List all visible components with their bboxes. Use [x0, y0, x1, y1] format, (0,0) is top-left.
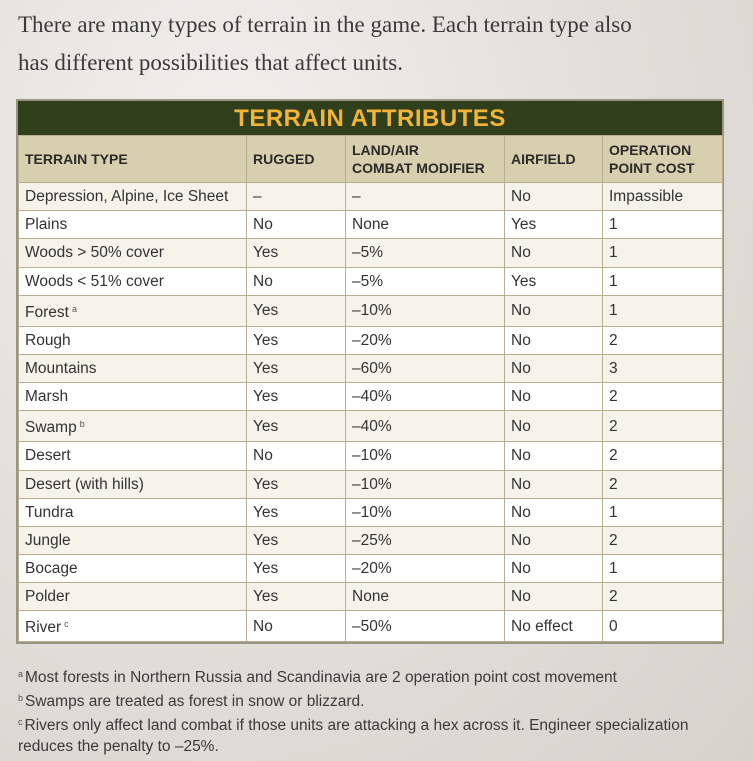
cell-op-cost-text: 1 [609, 503, 618, 521]
cell-combat-modifier-text: –20% [352, 331, 392, 349]
cell-terrain-type [19, 526, 247, 554]
cell-terrain-type [19, 295, 247, 326]
cell-airfield [505, 611, 603, 642]
cell-rugged [247, 267, 346, 295]
cell-terrain-type [19, 555, 247, 583]
cell-airfield-text: No [511, 588, 531, 606]
cell-terrain-type [19, 239, 247, 267]
cell-airfield-text: No [511, 360, 531, 378]
cell-op-cost-text: 1 [609, 216, 618, 234]
cell-rugged-text: Yes [253, 503, 279, 521]
cell-rugged [247, 326, 346, 354]
cell-terrain-type [19, 442, 247, 470]
cell-combat-modifier [346, 411, 505, 442]
cell-combat-modifier [346, 383, 505, 411]
cell-airfield-text: No effect [511, 617, 573, 635]
cell-terrain-type [19, 611, 247, 642]
cell-terrain-type-text: Jungle [25, 531, 71, 549]
cell-combat-modifier-text: None [352, 216, 390, 234]
intro-line-1: There are many types of terrain in the game. Each terrain type also [18, 12, 632, 37]
cell-op-cost-text: 2 [609, 588, 618, 606]
cell-terrain-type [19, 470, 247, 498]
cell-terrain-type [19, 383, 247, 411]
cell-terrain-type-text: Depression, Alpine, Ice Sheet [25, 188, 229, 206]
cell-rugged [247, 555, 346, 583]
cell-rugged [247, 211, 346, 239]
cell-rugged-text: Yes [253, 417, 279, 435]
cell-airfield [505, 267, 603, 295]
table-row [19, 470, 723, 498]
cell-airfield [505, 354, 603, 382]
table-row [19, 583, 723, 611]
cell-op-cost [603, 383, 723, 411]
footnote-mark: a [18, 669, 24, 679]
cell-op-cost-text: 1 [609, 244, 618, 262]
cell-airfield-text: No [511, 244, 531, 262]
cell-airfield-text: No [511, 388, 531, 406]
cell-airfield [505, 411, 603, 442]
cell-op-cost-text: 2 [609, 531, 618, 549]
table-title: TERRAIN ATTRIBUTES [18, 101, 722, 135]
cell-airfield-text: No [511, 560, 531, 578]
cell-rugged-text: No [253, 216, 273, 234]
cell-airfield [505, 383, 603, 411]
header-combat-modifier-line1: LAND/AIR [352, 142, 419, 158]
cell-rugged-text: – [253, 188, 262, 206]
cell-terrain-type-text: Woods < 51% cover [25, 272, 164, 290]
table-row [19, 411, 723, 442]
table-row [19, 526, 723, 554]
cell-combat-modifier [346, 470, 505, 498]
table-body [19, 183, 723, 642]
footnote-text: Swamps are treated as forest in snow or blizzard. [25, 693, 365, 710]
cell-combat-modifier-text: None [352, 588, 390, 606]
cell-combat-modifier-text: –10% [352, 302, 392, 320]
table-row [19, 183, 723, 211]
footnotes [18, 664, 738, 757]
cell-rugged-text: Yes [253, 475, 279, 493]
cell-rugged-text: Yes [253, 360, 279, 378]
cell-airfield [505, 442, 603, 470]
cell-combat-modifier-text: –50% [352, 617, 392, 635]
cell-rugged-text: Yes [253, 244, 279, 262]
cell-rugged [247, 442, 346, 470]
footnote-marker: a [71, 303, 77, 314]
cell-combat-modifier [346, 295, 505, 326]
table-row [19, 326, 723, 354]
cell-op-cost [603, 470, 723, 498]
cell-rugged-text: Yes [253, 560, 279, 578]
cell-op-cost-text: 2 [609, 475, 618, 493]
cell-op-cost [603, 583, 723, 611]
cell-rugged [247, 183, 346, 211]
cell-airfield-text: No [511, 447, 531, 465]
table-row [19, 442, 723, 470]
cell-rugged [247, 611, 346, 642]
cell-op-cost [603, 239, 723, 267]
table-row [19, 295, 723, 326]
cell-op-cost [603, 354, 723, 382]
cell-terrain-type-text: Plains [25, 216, 68, 234]
cell-airfield [505, 326, 603, 354]
cell-rugged-text: Yes [253, 588, 279, 606]
footnote-mark: c [18, 717, 23, 727]
cell-op-cost [603, 183, 723, 211]
cell-op-cost [603, 211, 723, 239]
cell-airfield [505, 239, 603, 267]
cell-op-cost-text: 2 [609, 331, 618, 349]
cell-combat-modifier [346, 526, 505, 554]
cell-op-cost [603, 442, 723, 470]
intro-text [18, 6, 738, 82]
cell-combat-modifier [346, 442, 505, 470]
cell-op-cost-text: 1 [609, 272, 618, 290]
cell-op-cost-text: Impassible [609, 188, 684, 206]
header-combat-modifier [346, 136, 505, 183]
header-op-cost-line1: OPERATION [609, 142, 692, 158]
table-row [19, 267, 723, 295]
cell-airfield-text: Yes [511, 272, 537, 290]
cell-airfield-text: No [511, 503, 531, 521]
cell-rugged [247, 498, 346, 526]
cell-combat-modifier-text: –5% [352, 272, 384, 290]
cell-op-cost-text: 1 [609, 560, 618, 578]
table-row [19, 211, 723, 239]
cell-terrain-type [19, 354, 247, 382]
cell-airfield [505, 183, 603, 211]
footnote-item [18, 664, 738, 688]
terrain-attributes-table [16, 99, 724, 644]
cell-rugged [247, 295, 346, 326]
cell-airfield [505, 211, 603, 239]
terrain-table-grid [18, 135, 723, 642]
cell-rugged [247, 354, 346, 382]
cell-combat-modifier [346, 498, 505, 526]
cell-combat-modifier [346, 267, 505, 295]
cell-combat-modifier [346, 239, 505, 267]
cell-airfield-text: Yes [511, 216, 537, 234]
cell-airfield [505, 498, 603, 526]
header-op-cost-line2: POINT COST [609, 160, 695, 176]
header-terrain-type: TERRAIN TYPE [19, 136, 247, 183]
cell-rugged [247, 526, 346, 554]
cell-terrain-type-text: Tundra [25, 503, 74, 521]
cell-combat-modifier [346, 583, 505, 611]
cell-combat-modifier-text: –25% [352, 531, 392, 549]
cell-terrain-type [19, 411, 247, 442]
cell-op-cost [603, 498, 723, 526]
cell-op-cost [603, 555, 723, 583]
cell-airfield [505, 295, 603, 326]
cell-combat-modifier-text: – [352, 188, 361, 206]
cell-rugged-text: Yes [253, 331, 279, 349]
header-combat-modifier-line2: COMBAT MODIFIER [352, 160, 485, 176]
cell-airfield-text: No [511, 188, 531, 206]
cell-terrain-type-text: Mountains [25, 360, 97, 378]
cell-rugged [247, 383, 346, 411]
cell-combat-modifier-text: –5% [352, 244, 384, 262]
cell-combat-modifier-text: –20% [352, 560, 392, 578]
cell-op-cost [603, 267, 723, 295]
cell-terrain-type [19, 326, 247, 354]
cell-terrain-type-text: Polder [25, 588, 70, 606]
footnote-mark: b [18, 693, 24, 703]
cell-terrain-type [19, 183, 247, 211]
cell-combat-modifier [346, 354, 505, 382]
cell-terrain-type-text: Desert (with hills) [25, 475, 144, 493]
cell-rugged-text: Yes [253, 388, 279, 406]
cell-combat-modifier [346, 183, 505, 211]
cell-op-cost [603, 295, 723, 326]
footnote-text: Most forests in Northern Russia and Scandinavia are 2 operation point cost movement [25, 669, 617, 686]
header-rugged: RUGGED [247, 136, 346, 183]
cell-op-cost-text: 2 [609, 388, 618, 406]
cell-op-cost-text: 1 [609, 302, 618, 320]
cell-terrain-type-text: Rough [25, 331, 71, 349]
cell-combat-modifier [346, 555, 505, 583]
table-row [19, 498, 723, 526]
cell-combat-modifier [346, 211, 505, 239]
cell-airfield [505, 470, 603, 498]
cell-airfield-text: No [511, 475, 531, 493]
cell-terrain-type-text: Swamp [25, 419, 77, 437]
cell-rugged-text: No [253, 272, 273, 290]
cell-airfield-text: No [511, 331, 531, 349]
cell-combat-modifier [346, 326, 505, 354]
cell-combat-modifier-text: –60% [352, 360, 392, 378]
cell-terrain-type [19, 498, 247, 526]
cell-op-cost-text: 2 [609, 447, 618, 465]
cell-op-cost [603, 526, 723, 554]
cell-op-cost [603, 411, 723, 442]
cell-rugged-text: No [253, 617, 273, 635]
cell-op-cost-text: 2 [609, 417, 618, 435]
table-row [19, 555, 723, 583]
cell-combat-modifier-text: –10% [352, 447, 392, 465]
cell-combat-modifier-text: –10% [352, 475, 392, 493]
footnote-marker: c [64, 619, 69, 630]
cell-airfield [505, 583, 603, 611]
table-header-row [19, 136, 723, 183]
cell-terrain-type [19, 583, 247, 611]
cell-rugged-text: No [253, 447, 273, 465]
header-op-cost [603, 136, 723, 183]
cell-terrain-type [19, 211, 247, 239]
cell-combat-modifier-text: –40% [352, 417, 392, 435]
footnote-marker: b [79, 419, 85, 430]
footnote-item [18, 688, 738, 712]
cell-airfield [505, 555, 603, 583]
table-row [19, 239, 723, 267]
cell-terrain-type-text: Woods > 50% cover [25, 244, 164, 262]
footnote-text: Rivers only affect land combat if those units are attacking a hex across it. Engineer specialization reduces the penalty to –25%. [18, 717, 689, 755]
cell-rugged [247, 470, 346, 498]
cell-op-cost [603, 326, 723, 354]
header-airfield: AIRFIELD [505, 136, 603, 183]
cell-terrain-type-text: River [25, 619, 62, 637]
cell-terrain-type-text: Forest [25, 303, 69, 321]
cell-terrain-type-text: Bocage [25, 560, 78, 578]
cell-rugged-text: Yes [253, 302, 279, 320]
cell-combat-modifier-text: –10% [352, 503, 392, 521]
cell-rugged [247, 583, 346, 611]
cell-terrain-type [19, 267, 247, 295]
intro-line-2: has different possibilities that affect units. [18, 50, 403, 75]
cell-op-cost [603, 611, 723, 642]
cell-rugged [247, 411, 346, 442]
cell-op-cost-text: 0 [609, 617, 618, 635]
table-row [19, 611, 723, 642]
cell-op-cost-text: 3 [609, 360, 618, 378]
cell-rugged-text: Yes [253, 531, 279, 549]
cell-airfield-text: No [511, 302, 531, 320]
cell-terrain-type-text: Desert [25, 447, 71, 465]
cell-airfield-text: No [511, 531, 531, 549]
table-row [19, 383, 723, 411]
cell-airfield [505, 526, 603, 554]
cell-rugged [247, 239, 346, 267]
cell-combat-modifier [346, 611, 505, 642]
cell-combat-modifier-text: –40% [352, 388, 392, 406]
cell-terrain-type-text: Marsh [25, 388, 69, 406]
cell-airfield-text: No [511, 417, 531, 435]
footnote-item [18, 712, 738, 757]
table-row [19, 354, 723, 382]
